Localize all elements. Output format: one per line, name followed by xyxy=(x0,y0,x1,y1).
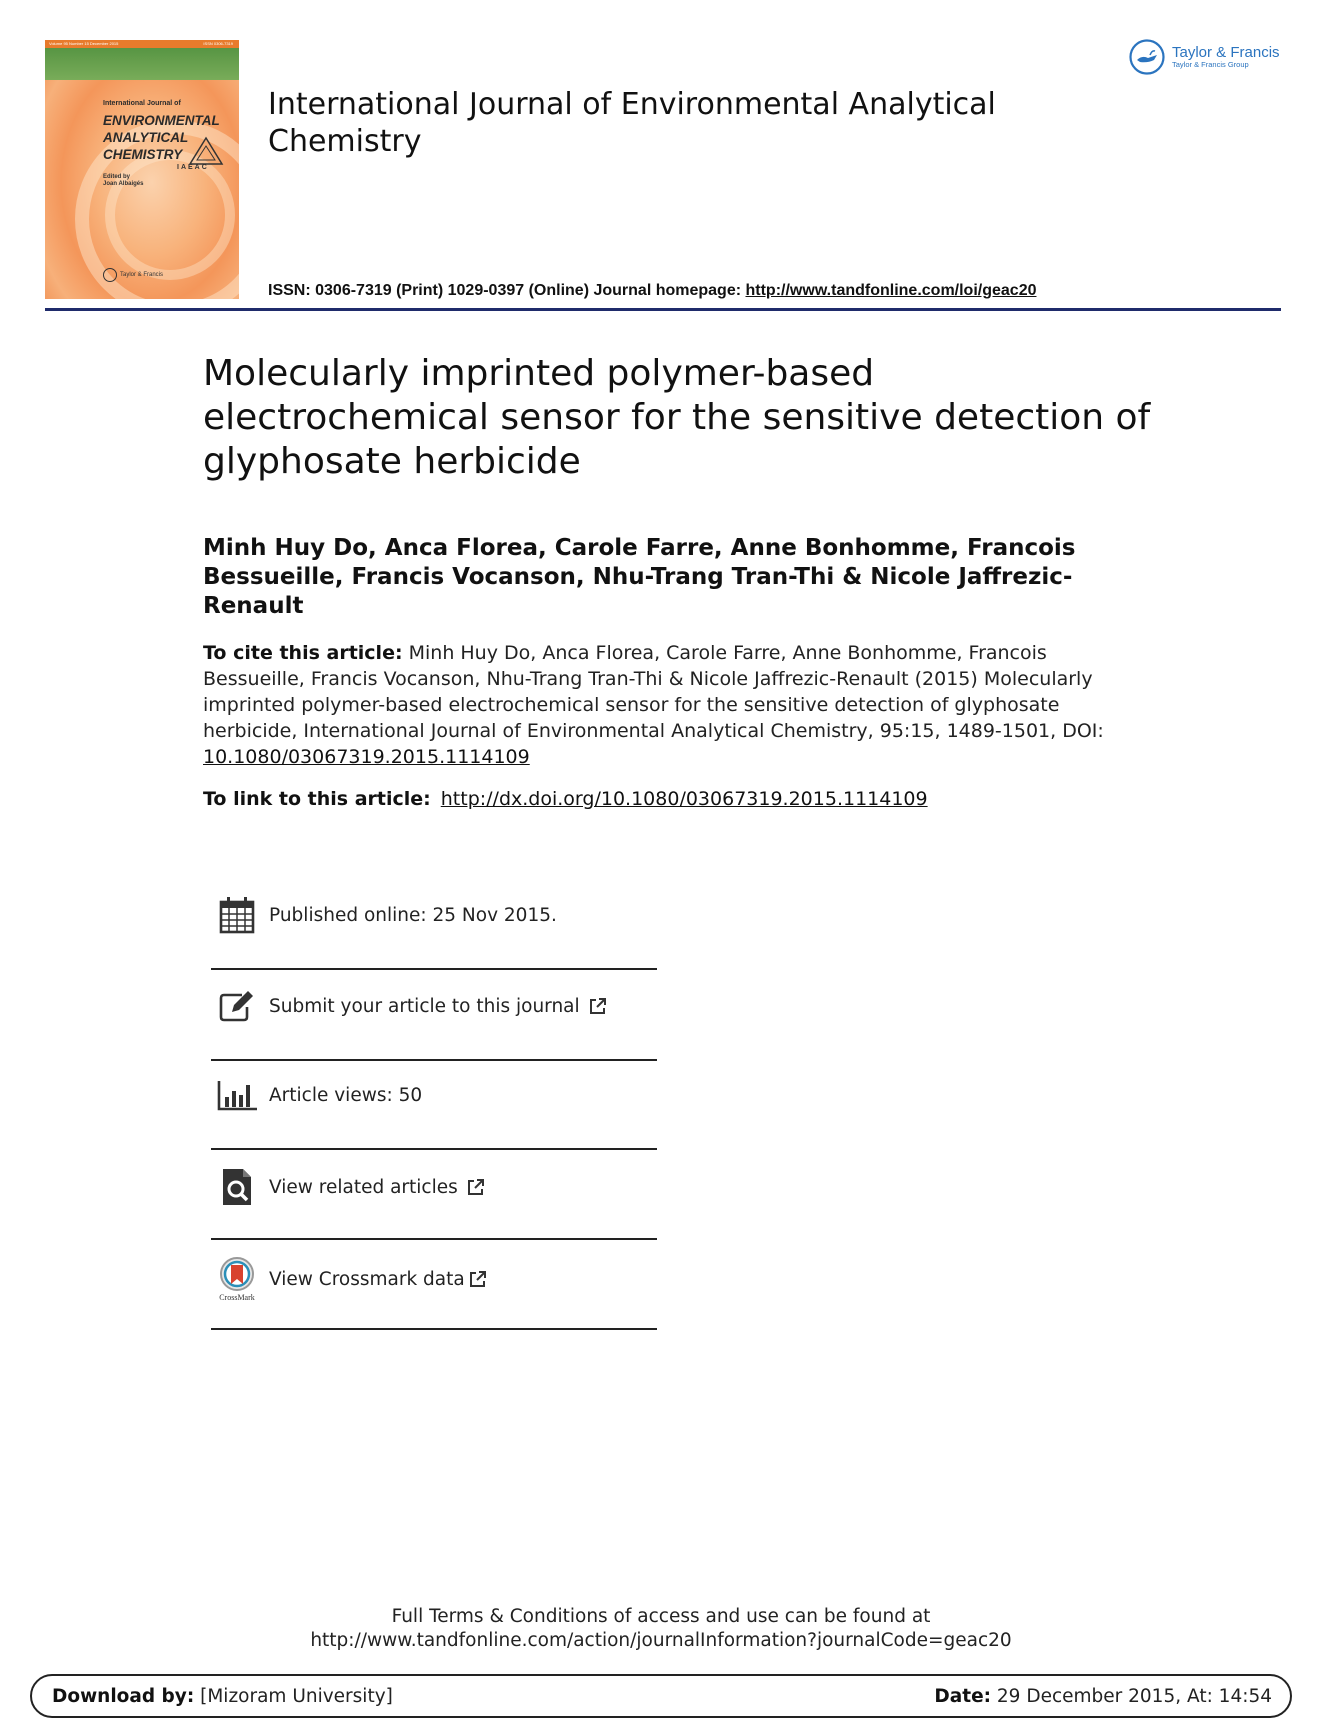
download-value: [Mizoram University] xyxy=(194,1685,393,1707)
published-online-row xyxy=(211,880,657,950)
crossmark-row[interactable] xyxy=(211,1244,657,1314)
publisher-subname: Taylor & Francis Group xyxy=(1172,59,1249,69)
info-divider-1 xyxy=(211,968,657,970)
download-info-bar xyxy=(30,1674,1292,1718)
cover-volume-text: Volume 95 Number 15 December 2015 xyxy=(49,41,119,46)
cover-volume-line xyxy=(45,40,239,48)
crossmark-caption: CrossMark xyxy=(219,1293,255,1302)
cover-title-line-3: CHEMISTRY xyxy=(103,147,183,162)
citation-block xyxy=(203,640,1133,770)
issn-line xyxy=(268,282,1036,300)
info-divider-4 xyxy=(211,1238,657,1240)
cover-issn-text: ISSN 0306-7319 xyxy=(203,41,233,46)
cover-title-line-2: ANALYTICAL xyxy=(103,130,189,145)
article-link-row xyxy=(203,788,928,810)
external-link-icon xyxy=(588,997,607,1016)
cover-publisher-text: Taylor & Francis xyxy=(120,272,164,278)
date-label: Date: xyxy=(934,1685,992,1707)
published-online-text: Published online: 25 Nov 2015. xyxy=(269,904,557,926)
crossmark-icon xyxy=(219,1256,255,1292)
cover-org: IAEAC xyxy=(177,164,209,171)
journal-cover-image xyxy=(45,40,239,299)
cover-swirl-decoration-inner xyxy=(105,150,235,280)
external-link-icon xyxy=(468,1270,487,1289)
cover-editor-name: Joan Albaigés xyxy=(103,181,144,187)
edit-icon xyxy=(218,989,256,1023)
cover-editor xyxy=(103,174,143,188)
cite-doi-link[interactable]: 10.1080/03067319.2015.1114109 xyxy=(203,746,530,768)
terms-line-1: Full Terms & Conditions of access and use can be found at xyxy=(391,1606,931,1627)
terms-block xyxy=(0,1605,1322,1653)
article-views-row xyxy=(211,1060,657,1130)
download-label: Download by: xyxy=(52,1685,195,1707)
journal-title: International Journal of Environmental Analytical Chemistry xyxy=(268,87,996,159)
cover-title-line-1: ENVIRONMENTAL xyxy=(103,113,220,128)
cover-publisher-logo xyxy=(103,268,163,282)
document-search-icon xyxy=(221,1167,253,1207)
crossmark-link[interactable]: View Crossmark data xyxy=(269,1268,465,1290)
related-articles-link[interactable]: View related articles xyxy=(269,1176,458,1198)
submit-article-row[interactable] xyxy=(211,971,657,1041)
info-divider-5 xyxy=(211,1328,657,1330)
terms-url[interactable]: http://www.tandfonline.com/action/journalInformation?journalCode=geac20 xyxy=(310,1630,1012,1651)
related-articles-row[interactable] xyxy=(211,1152,657,1222)
cover-small-title: International Journal of xyxy=(103,100,181,107)
header-divider xyxy=(45,308,1281,311)
taylor-francis-lamp-icon xyxy=(1128,38,1166,76)
cite-label: To cite this article: xyxy=(203,642,403,664)
download-by xyxy=(52,1686,393,1707)
external-link-icon xyxy=(466,1178,485,1197)
article-authors: Minh Huy Do, Anca Florea, Carole Farre, Anne Bonhomme, Francois Bessueille, Francis Vocanson, Nhu-Trang Tran-Thi & Nicole Jaffrezic-Renault xyxy=(203,535,1076,619)
publisher-logo[interactable] xyxy=(1128,38,1280,76)
cover-publisher-icon xyxy=(103,268,117,282)
download-date xyxy=(934,1686,1272,1707)
iaeac-triangle-icon xyxy=(188,136,224,166)
cover-edited-by: Edited by xyxy=(103,174,131,180)
link-label: To link to this article: xyxy=(203,788,431,810)
article-doi-link[interactable]: http://dx.doi.org/10.1080/03067319.2015.1114109 xyxy=(440,788,928,810)
submit-article-link[interactable]: Submit your article to this journal xyxy=(269,995,580,1017)
journal-homepage-link[interactable]: http://www.tandfonline.com/loi/geac20 xyxy=(745,282,1037,299)
date-value: 29 December 2015, At: 14:54 xyxy=(991,1685,1272,1707)
info-divider-3 xyxy=(211,1148,657,1150)
publisher-name: Taylor & Francis xyxy=(1172,43,1280,61)
bar-chart-icon xyxy=(217,1079,257,1111)
calendar-icon xyxy=(219,896,255,934)
article-views-text: Article views: 50 xyxy=(269,1084,423,1106)
article-title: Molecularly imprinted polymer-based electrochemical sensor for the sensitive detection of glyphosate herbicide xyxy=(203,353,1151,482)
issn-text: ISSN: 0306-7319 (Print) 1029-0397 (Online) Journal homepage: xyxy=(268,282,746,299)
cite-text: Minh Huy Do, Anca Florea, Carole Farre, Anne Bonhomme, Francois Bessueille, Francis Vocanson, Nhu-Trang Tran-Thi & Nicole Jaffrezic-Renault (2015) Molecularly imprinted polymer-based electrochemical sensor for the sensitive detection of glyphosate herbicide, International Journal of Environmental Analytical Chemistry, 95:15, 1489-1501, DOI: xyxy=(203,642,1104,742)
